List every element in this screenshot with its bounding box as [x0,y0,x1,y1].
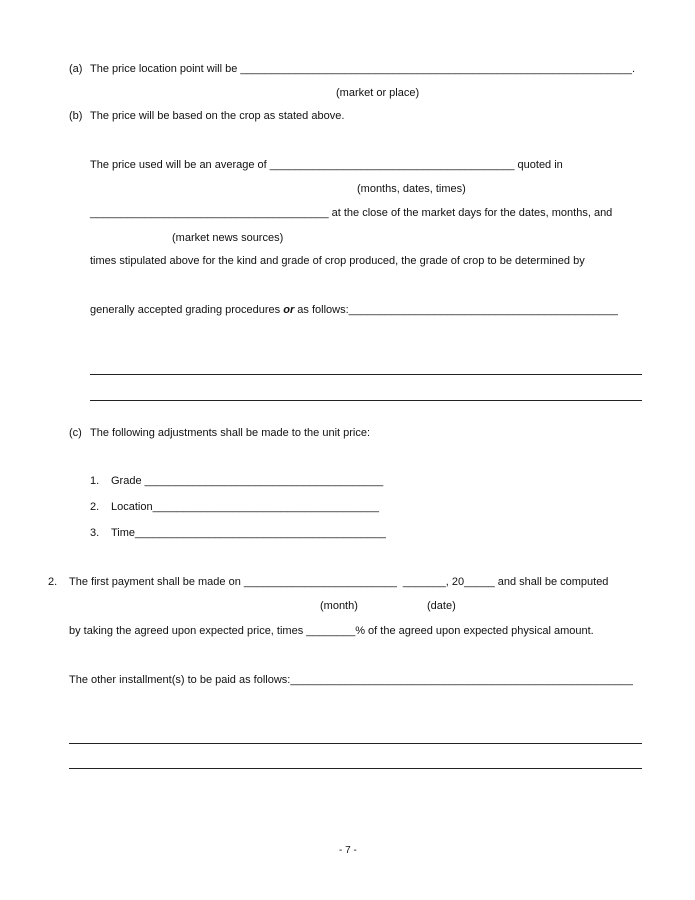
adjust-item-grade: Grade _______________________________________ [111,475,384,487]
adjust-item-num: 2. [90,501,100,513]
section-b-marker: (b) [69,110,83,122]
section-a-marker: (a) [69,63,83,75]
first-payment-line: The first payment shall be made on _________________________ _______, 20_____ and shall be computed [69,576,609,588]
grading-procedures-line [90,304,618,317]
price-based-line: The price will be based on the crop as stated above. [90,110,345,122]
adjustments-line: The following adjustments shall be made to the unit price: [90,427,371,439]
section-c-marker: (c) [69,427,82,439]
page-number: - 7 - [339,845,357,856]
adjust-item-location: Location_____________________________________ [111,501,379,513]
market-news-sources-caption: (market news sources) [172,232,284,244]
blank-rule-2-1 [69,743,642,744]
or-emphasis: or [283,304,295,316]
month-caption: (month) [320,600,358,612]
other-installments-line: The other installment(s) to be paid as follows:________________________________________________________ [69,674,633,686]
price-average-line: The price used will be an average of ________________________________________ quoted in [90,159,563,171]
agreed-price-line: by taking the agreed upon expected price, times ________% of the agreed upon expected physical amount. [69,625,594,637]
blank-rule-b-1 [90,374,642,375]
blank-rule-b-2 [90,400,642,401]
adjust-item-num: 3. [90,527,100,539]
grading-pre: generally accepted grading procedures [90,304,284,316]
blank-rule-2-2 [69,768,642,769]
market-close-line: _______________________________________ at the close of the market days for the dates, months, and [90,207,613,219]
grading-post: as follows:____________________________________________ [294,304,618,316]
price-location-line: The price location point will be ________________________________________________________________. [90,63,635,75]
market-or-place-caption: (market or place) [336,87,420,99]
item-2-number: 2. [48,576,58,588]
months-dates-times-caption: (months, dates, times) [357,183,466,195]
adjust-item-num: 1. [90,475,100,487]
adjust-item-time: Time_________________________________________ [111,527,386,539]
date-caption: (date) [427,600,456,612]
times-stipulated-line: times stipulated above for the kind and grade of crop produced, the grade of crop to be determined by [90,255,585,267]
